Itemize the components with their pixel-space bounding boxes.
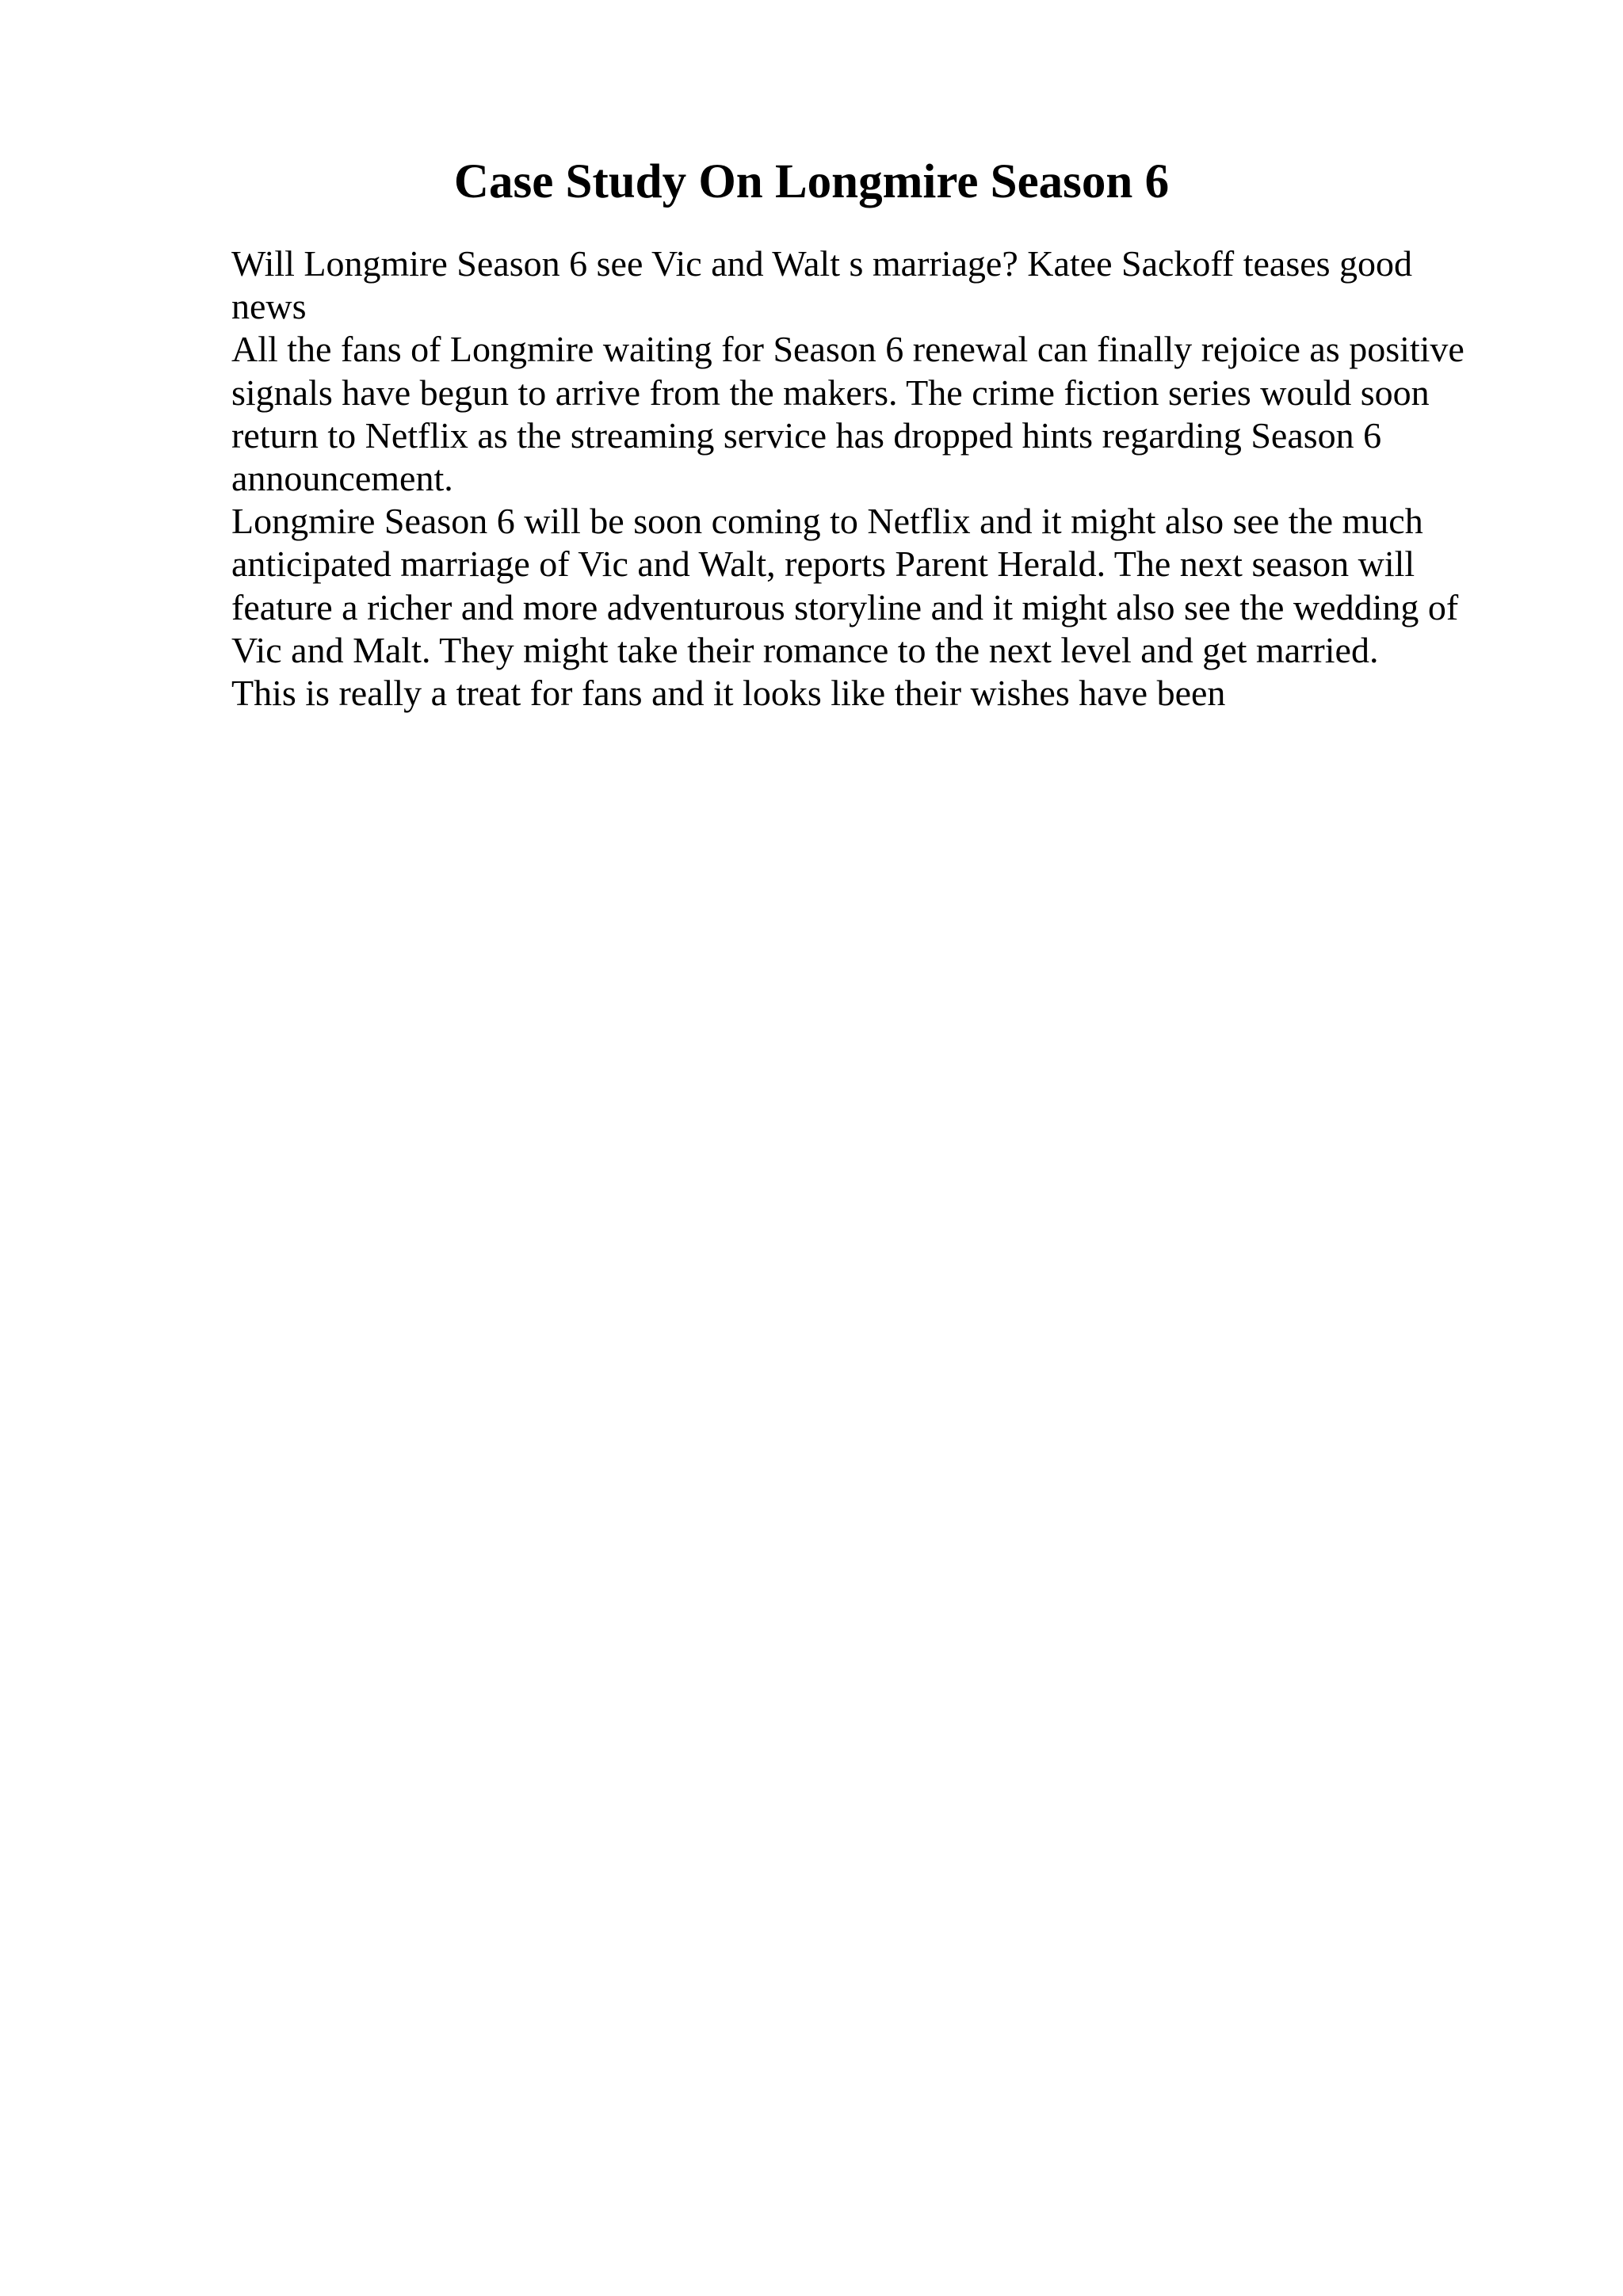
body-line: announcement. bbox=[231, 457, 453, 498]
body-line: Will Longmire Season 6 see Vic and Walt s marriage? Katee Sackoff teases good bbox=[231, 243, 1413, 284]
body-line: return to Netflix as the streaming service has dropped hints regarding Season 6 bbox=[231, 414, 1382, 456]
body-line: Vic and Malt. They might take their romance to the next level and get married. bbox=[231, 629, 1379, 670]
body-line: signals have begun to arrive from the makers. The crime fiction series would soon bbox=[231, 372, 1430, 413]
body-line: feature a richer and more adventurous storyline and it might also see the wedding of bbox=[231, 586, 1459, 627]
body-line: Longmire Season 6 will be soon coming to Netflix and it might also see the much bbox=[231, 501, 1423, 542]
body-line: anticipated marriage of Vic and Walt, reports Parent Herald. The next season will bbox=[231, 543, 1415, 585]
document-body bbox=[231, 242, 1531, 715]
document-title: Case Study On Longmire Season 6 bbox=[453, 155, 1170, 208]
body-line: news bbox=[231, 286, 307, 327]
body-line: All the fans of Longmire waiting for Season 6 renewal can finally rejoice as positive bbox=[231, 329, 1465, 370]
body-line: This is really a treat for fans and it looks like their wishes have been bbox=[231, 672, 1226, 713]
